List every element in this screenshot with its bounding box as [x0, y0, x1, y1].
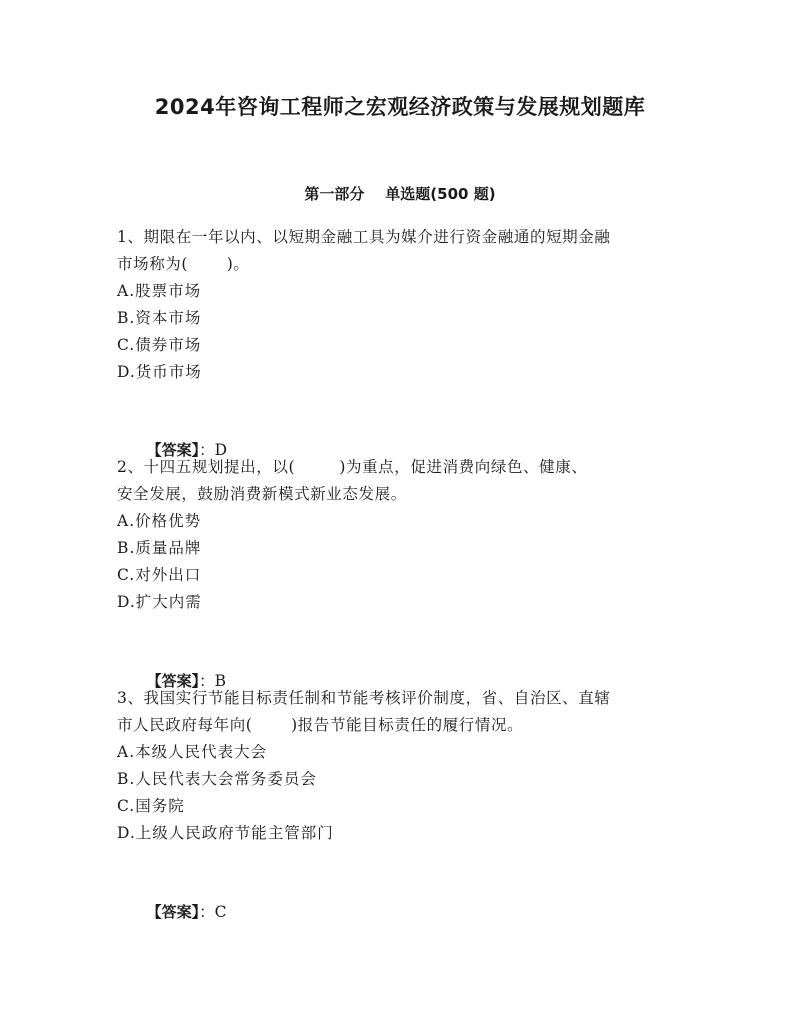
- answer-label: 【答案】: [146, 903, 200, 921]
- answer-value: ：B: [199, 672, 226, 690]
- option-a: A.价格优势: [117, 512, 202, 530]
- question-text-line: 市人民政府每年向( )报告节能目标责任的履行情况。: [117, 716, 524, 734]
- question-text-line: 市场称为( )。: [117, 255, 250, 273]
- answer-label: 【答案】: [146, 672, 200, 690]
- option-a: A.本级人民代表大会: [117, 743, 268, 761]
- question-text-line: 3、我国实行节能目标责任制和节能考核评价制度，省、自治区、直辖: [117, 689, 611, 707]
- document-title: 2024年咨询工程师之宏观经济政策与发展规划题库: [154, 95, 646, 119]
- answer-line: [117, 876, 226, 948]
- option-d: D.上级人民政府节能主管部门: [117, 824, 334, 842]
- question-text-line: 2、十四五规划提出，以( )为重点，促进消费向绿色、健康、: [117, 458, 588, 476]
- answer-value: ：C: [199, 903, 227, 921]
- section-heading: 第一部分 单选题(500 题): [304, 185, 496, 203]
- question-text-line: 安全发展，鼓励消费新模式新业态发展。: [117, 485, 407, 503]
- option-c: C.对外出口: [117, 566, 202, 584]
- option-b: B.质量品牌: [117, 539, 202, 557]
- question-text-line: 1、期限在一年以内、以短期金融工具为媒介进行资金融通的短期金融: [117, 228, 611, 246]
- answer-value: ：D: [199, 441, 228, 459]
- option-b: B.人民代表大会常务委员会: [117, 770, 317, 788]
- option-c: C.债券市场: [117, 336, 202, 354]
- option-d: D.货币市场: [117, 363, 202, 381]
- option-a: A.股票市场: [117, 282, 202, 300]
- option-c: C.国务院: [117, 797, 185, 815]
- answer-label: 【答案】: [146, 441, 200, 459]
- option-d: D.扩大内需: [117, 593, 202, 611]
- option-b: B.资本市场: [117, 309, 202, 327]
